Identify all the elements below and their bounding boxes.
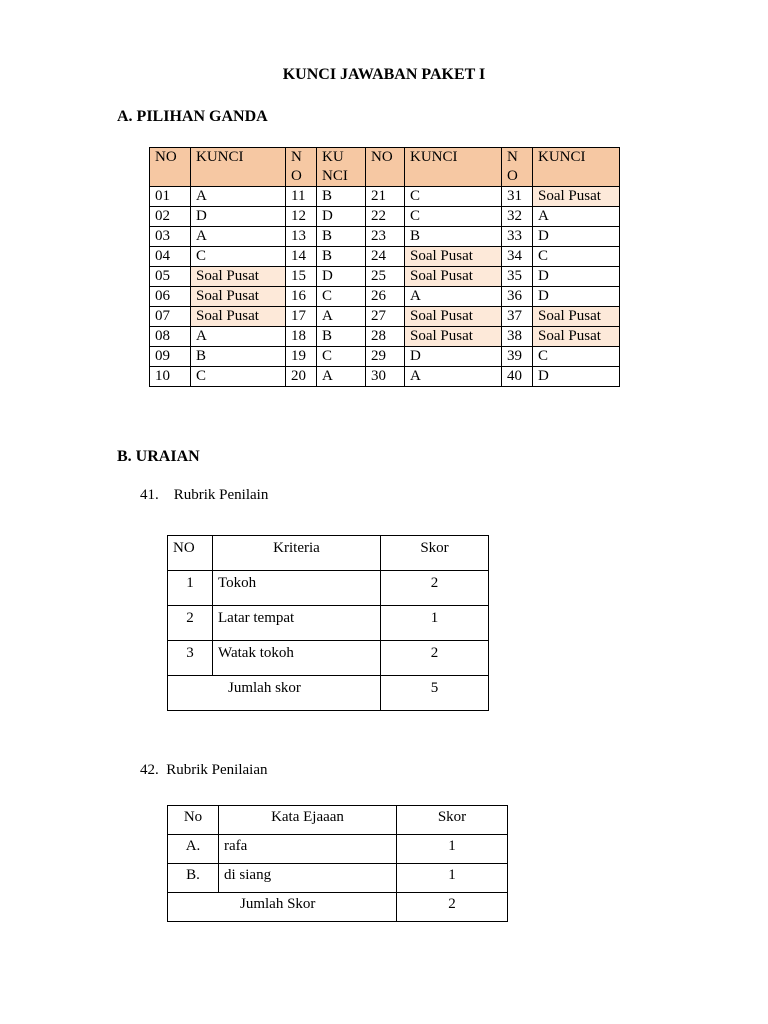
question-number-cell: 32 — [502, 207, 533, 227]
header-cell: Skor — [397, 806, 508, 835]
rubric-42-table — [167, 805, 508, 922]
answer-key-cell: Soal Pusat — [533, 187, 620, 207]
question-number-cell: 15 — [286, 267, 317, 287]
answer-key-cell: C — [533, 347, 620, 367]
table-row — [168, 606, 489, 641]
table-row — [168, 835, 508, 864]
document-title: KUNCI JAWABAN PAKET I — [282, 66, 486, 83]
question-number-cell: 33 — [502, 227, 533, 247]
question-number-cell: 16 — [286, 287, 317, 307]
question-number-cell: 10 — [150, 367, 191, 387]
total-label: Jumlah skor — [168, 676, 381, 711]
question-number-cell: 25 — [366, 267, 405, 287]
question-number-cell: 27 — [366, 307, 405, 327]
table-row — [168, 571, 489, 606]
answer-key-cell: A — [405, 367, 502, 387]
table-row — [168, 641, 489, 676]
header-cell: N O — [286, 148, 317, 187]
header-cell: No — [168, 806, 219, 835]
table-header-row — [168, 806, 508, 835]
question-number-cell: 08 — [150, 327, 191, 347]
table-header-row — [168, 536, 489, 571]
question-number-cell: 09 — [150, 347, 191, 367]
question-number-cell: 26 — [366, 287, 405, 307]
question-number-cell: 19 — [286, 347, 317, 367]
question-number-cell: 37 — [502, 307, 533, 327]
header-cell: NO — [366, 148, 405, 187]
answer-key-cell: A — [405, 287, 502, 307]
question-number: 41. — [140, 487, 159, 503]
question-number-cell: 39 — [502, 347, 533, 367]
cell-score: 1 — [397, 864, 508, 893]
question-number-cell: 02 — [150, 207, 191, 227]
header-cell: KUNCI — [405, 148, 502, 187]
answer-key-cell: Soal Pusat — [533, 327, 620, 347]
table-row — [150, 327, 620, 347]
cell-no: 3 — [168, 641, 213, 676]
answer-key-cell: Soal Pusat — [405, 307, 502, 327]
question-number-cell: 30 — [366, 367, 405, 387]
question-number-cell: 29 — [366, 347, 405, 367]
answer-key-cell: D — [317, 207, 366, 227]
total-value: 2 — [397, 893, 508, 922]
cell-criteria: Latar tempat — [213, 606, 381, 641]
header-cell: KUNCI — [191, 148, 286, 187]
table-row — [168, 864, 508, 893]
answer-key-cell: D — [317, 267, 366, 287]
answer-key-cell: Soal Pusat — [405, 247, 502, 267]
answer-key-cell: D — [533, 287, 620, 307]
cell-criteria: Watak tokoh — [213, 641, 381, 676]
question-number-cell: 05 — [150, 267, 191, 287]
multiple-choice-answer-table — [149, 147, 620, 387]
rubric-41-table — [167, 535, 489, 711]
cell-score: 1 — [381, 606, 489, 641]
question-number-cell: 23 — [366, 227, 405, 247]
answer-key-cell: Soal Pusat — [405, 327, 502, 347]
total-label: Jumlah Skor — [168, 893, 397, 922]
header-cell: Kata Ejaaan — [219, 806, 397, 835]
answer-key-cell: D — [533, 267, 620, 287]
question-number-cell: 35 — [502, 267, 533, 287]
question-number-cell: 38 — [502, 327, 533, 347]
header-cell: Kriteria — [213, 536, 381, 571]
answer-key-cell: C — [405, 187, 502, 207]
answer-key-cell: A — [191, 327, 286, 347]
question-number-cell: 12 — [286, 207, 317, 227]
table-row — [150, 207, 620, 227]
question-number-cell: 34 — [502, 247, 533, 267]
answer-key-cell: C — [405, 207, 502, 227]
answer-key-cell: Soal Pusat — [191, 307, 286, 327]
question-number-cell: 07 — [150, 307, 191, 327]
answer-key-cell: D — [405, 347, 502, 367]
cell-score: 2 — [381, 571, 489, 606]
question-number-cell: 13 — [286, 227, 317, 247]
header-cell: Skor — [381, 536, 489, 571]
cell-no: 1 — [168, 571, 213, 606]
question-number-cell: 20 — [286, 367, 317, 387]
answer-key-cell: Soal Pusat — [191, 287, 286, 307]
answer-key-cell: C — [317, 347, 366, 367]
answer-key-cell: A — [191, 227, 286, 247]
table-header-row — [150, 148, 620, 187]
question-number-cell: 21 — [366, 187, 405, 207]
answer-key-cell: A — [533, 207, 620, 227]
total-row — [168, 676, 489, 711]
header-cell: NO — [150, 148, 191, 187]
question-number-cell: 18 — [286, 327, 317, 347]
table-row — [150, 247, 620, 267]
question-number-cell: 01 — [150, 187, 191, 207]
question-number-cell: 11 — [286, 187, 317, 207]
question-number-cell: 06 — [150, 287, 191, 307]
answer-key-cell: D — [533, 367, 620, 387]
answer-key-cell: B — [317, 227, 366, 247]
answer-key-cell: Soal Pusat — [533, 307, 620, 327]
answer-key-cell: A — [317, 367, 366, 387]
cell-no: A. — [168, 835, 219, 864]
header-cell: KUNCI — [533, 148, 620, 187]
answer-key-cell: C — [533, 247, 620, 267]
cell-word: rafa — [219, 835, 397, 864]
question-number-cell: 24 — [366, 247, 405, 267]
table-row — [150, 227, 620, 247]
question-number-cell: 28 — [366, 327, 405, 347]
answer-key-cell: C — [317, 287, 366, 307]
cell-criteria: Tokoh — [213, 571, 381, 606]
cell-score: 2 — [381, 641, 489, 676]
cell-word: di siang — [219, 864, 397, 893]
answer-key-cell: B — [317, 187, 366, 207]
header-cell: NO — [168, 536, 213, 571]
answer-key-cell: B — [191, 347, 286, 367]
answer-key-cell: C — [191, 367, 286, 387]
answer-key-cell: Soal Pusat — [405, 267, 502, 287]
question-number-cell: 14 — [286, 247, 317, 267]
question-number-cell: 36 — [502, 287, 533, 307]
question-number-cell: 22 — [366, 207, 405, 227]
table-row — [150, 287, 620, 307]
question-number-cell: 17 — [286, 307, 317, 327]
question-number-cell: 04 — [150, 247, 191, 267]
answer-key-cell: B — [317, 247, 366, 267]
rubric-41-label — [140, 487, 268, 504]
question-number-cell: 31 — [502, 187, 533, 207]
answer-key-cell: A — [317, 307, 366, 327]
cell-no: B. — [168, 864, 219, 893]
table-row — [150, 347, 620, 367]
answer-key-cell: Soal Pusat — [191, 267, 286, 287]
answer-key-cell: C — [191, 247, 286, 267]
section-a-heading: A. PILIHAN GANDA — [117, 108, 268, 125]
answer-key-cell: B — [317, 327, 366, 347]
table-row — [150, 307, 620, 327]
rubric-title: Rubrik Penilaian — [166, 762, 268, 778]
question-number-cell: 40 — [502, 367, 533, 387]
answer-key-cell: A — [191, 187, 286, 207]
answer-key-cell: D — [533, 227, 620, 247]
cell-score: 1 — [397, 835, 508, 864]
rubric-42-label — [140, 762, 268, 779]
section-b-heading: B. URAIAN — [117, 448, 200, 465]
table-row — [150, 267, 620, 287]
total-value: 5 — [381, 676, 489, 711]
answer-key-cell: D — [191, 207, 286, 227]
header-cell: N O — [502, 148, 533, 187]
question-number-cell: 03 — [150, 227, 191, 247]
answer-key-cell: B — [405, 227, 502, 247]
table-row — [150, 367, 620, 387]
rubric-title: Rubrik Penilain — [173, 487, 269, 503]
cell-no: 2 — [168, 606, 213, 641]
question-number: 42. — [140, 762, 159, 778]
table-row — [150, 187, 620, 207]
total-row — [168, 893, 508, 922]
header-cell: KU NCI — [317, 148, 366, 187]
